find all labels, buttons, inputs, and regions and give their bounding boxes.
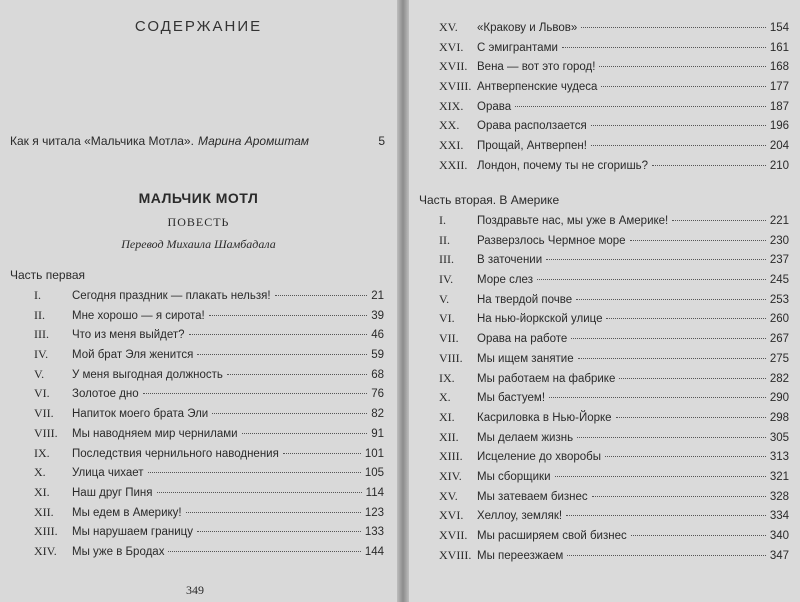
chapter-number: XIV. <box>439 468 462 483</box>
chapter-number: IV. <box>439 272 454 287</box>
toc-entry <box>34 406 384 426</box>
chapter-title: Напиток моего брата Эли <box>72 408 209 421</box>
chapter-page: 21 <box>371 290 384 302</box>
chapter-title: С эмигрантами <box>477 41 558 54</box>
intro-author: Марина Аромштам <box>197 134 310 148</box>
chapter-title: Сегодня праздник — плакать нельзя! <box>72 290 271 302</box>
toc-entry <box>439 40 789 60</box>
dot-leader <box>599 66 765 67</box>
chapter-title: Орава расползается <box>477 120 587 133</box>
chapter-title: Мы наводняем мир чернилами <box>72 427 238 440</box>
chapter-title: Мы расширяем свой бизнес <box>477 530 627 542</box>
toc-entry <box>34 367 384 387</box>
toc-entry <box>439 79 789 99</box>
toc-entry <box>439 252 789 272</box>
chapter-page: 154 <box>769 22 789 34</box>
chapter-title: Орава на работе <box>477 333 568 346</box>
toc-entry <box>439 371 789 391</box>
dot-leader <box>549 397 766 398</box>
chapter-page: 133 <box>364 526 384 539</box>
chapter-number: XVIII. <box>439 79 472 94</box>
dot-leader <box>577 437 766 438</box>
dot-leader <box>168 551 360 552</box>
chapter-page: 39 <box>371 309 384 322</box>
chapter-number: XIX. <box>439 98 464 113</box>
dot-leader <box>227 374 367 375</box>
toc-entry <box>439 548 789 568</box>
chapter-title: Лондон, почему ты не сгоришь? <box>477 159 649 172</box>
dot-leader <box>652 165 766 166</box>
dot-leader <box>283 453 361 454</box>
dot-leader <box>186 512 361 513</box>
chapter-page: 105 <box>364 467 384 480</box>
book-title: МАЛЬЧИК МОТЛ <box>138 190 259 206</box>
toc-entry <box>439 410 789 430</box>
chapter-number: XIII. <box>439 449 463 464</box>
chapter-title: Мы работаем на фабрике <box>477 372 616 385</box>
chapter-title: Хеллоу, земляк! <box>477 510 563 523</box>
toc-entry <box>439 331 789 351</box>
chapter-number: XVI. <box>439 508 464 523</box>
chapter-title: Исцеление до хворобы <box>477 451 602 464</box>
chapter-page: 144 <box>364 545 384 558</box>
toc-entry <box>439 233 789 253</box>
dot-leader <box>616 417 766 418</box>
chapter-page: 305 <box>769 431 789 444</box>
dot-leader <box>537 279 766 280</box>
toc-entry <box>34 544 384 564</box>
chapter-number: XIII. <box>34 524 58 539</box>
dot-leader <box>275 295 368 296</box>
toc-part-one <box>34 288 384 564</box>
toc-entry <box>439 99 789 119</box>
chapter-page: 196 <box>769 120 789 133</box>
toc-entry <box>439 390 789 410</box>
chapter-page: 313 <box>769 451 789 464</box>
chapter-title: Золотое дно <box>72 388 139 401</box>
chapter-page: 282 <box>769 372 789 385</box>
chapter-page: 101 <box>364 447 384 460</box>
dot-leader <box>197 531 361 532</box>
chapter-page: 161 <box>769 41 789 54</box>
dot-leader <box>591 145 766 146</box>
chapter-number: XI. <box>34 484 50 499</box>
toc-entry <box>34 505 384 525</box>
toc-entry <box>439 213 789 233</box>
toc-entry <box>439 272 789 292</box>
chapter-page: 237 <box>769 254 789 267</box>
chapter-title: Прощай, Антверпен! <box>477 140 587 153</box>
chapter-number: II. <box>34 307 45 322</box>
chapter-title: На нью-йоркской улице <box>477 313 603 326</box>
chapter-number: VI. <box>34 386 50 401</box>
chapter-number: VII. <box>34 406 54 421</box>
chapter-page: 114 <box>365 486 384 499</box>
dot-leader <box>566 515 766 516</box>
dot-leader <box>630 240 766 241</box>
dot-leader <box>562 47 766 48</box>
toc-entry <box>439 469 789 489</box>
toc-part-two <box>439 213 789 567</box>
chapter-number: IX. <box>439 370 455 385</box>
dot-leader <box>619 378 765 379</box>
chapter-number: XVIII. <box>439 547 472 562</box>
toc-entry <box>34 524 384 544</box>
chapter-title: Море слез <box>477 274 533 287</box>
dot-leader <box>601 86 765 87</box>
dot-leader <box>672 220 766 221</box>
chapter-title: Поздравьте нас, мы уже в Америке! <box>477 215 669 227</box>
toc-entry <box>439 20 789 40</box>
toc-entry <box>34 446 384 466</box>
chapter-title: Мы нарушаем границу <box>72 526 194 539</box>
chapter-title: Последствия чернильного наводнения <box>72 447 279 460</box>
dot-leader <box>555 476 766 477</box>
chapter-title: Улица чихает <box>72 467 144 480</box>
chapter-title: Мы бастуем! <box>477 392 546 405</box>
dot-leader <box>148 472 361 473</box>
chapter-title: Мы делаем жизнь <box>477 431 574 444</box>
dot-leader <box>591 125 766 126</box>
toc-entry <box>439 351 789 371</box>
dot-leader <box>546 259 766 260</box>
dot-leader <box>576 299 766 300</box>
chapter-number: III. <box>439 252 454 267</box>
toc-entry <box>34 426 384 446</box>
chapter-title: Орава <box>477 100 512 113</box>
toc-entry <box>439 449 789 469</box>
right-page <box>409 0 800 602</box>
chapter-number: V. <box>34 366 45 381</box>
toc-entry <box>439 311 789 331</box>
chapter-number: IV. <box>34 347 49 362</box>
chapter-title: Касриловка в Нью-Йорке <box>477 411 612 424</box>
toc-entry <box>439 430 789 450</box>
chapter-page: 267 <box>769 333 789 346</box>
chapter-number: XII. <box>34 504 54 519</box>
dot-leader <box>189 334 368 335</box>
toc-entry <box>439 528 789 548</box>
toc-entry <box>34 386 384 406</box>
chapter-number: I. <box>34 288 41 302</box>
toc-entry <box>34 485 384 505</box>
chapter-page: 204 <box>769 140 789 153</box>
dot-leader <box>571 338 766 339</box>
chapter-number: XVII. <box>439 59 468 74</box>
chapter-page: 68 <box>371 368 384 381</box>
toc-entry <box>439 118 789 138</box>
dot-leader <box>631 535 766 536</box>
part-two-label: Часть вторая. В Америке <box>419 193 560 207</box>
toc-entry <box>34 308 384 328</box>
translator-credit: Перевод Михаила Шамбадала <box>121 237 276 251</box>
left-page <box>0 0 397 602</box>
chapter-page: 298 <box>769 411 789 424</box>
chapter-page: 76 <box>371 388 384 401</box>
chapter-title: Антверпенские чудеса <box>477 81 598 94</box>
toc-part-one-continued <box>439 20 789 178</box>
toc-entry <box>439 489 789 509</box>
chapter-page: 210 <box>769 159 789 172</box>
chapter-number: XVII. <box>439 528 468 542</box>
chapter-title: У меня выгодная должность <box>72 368 223 381</box>
chapter-page: 290 <box>769 392 789 405</box>
chapter-number: XV. <box>439 20 458 34</box>
toc-entry <box>439 59 789 79</box>
chapter-page: 59 <box>371 349 384 362</box>
chapter-number: X. <box>34 465 46 480</box>
contents-heading: СОДЕРЖАНИЕ <box>134 18 263 35</box>
toc-entry <box>34 288 384 308</box>
dot-leader <box>197 354 367 355</box>
chapter-title: Мы переезжаем <box>477 549 564 562</box>
chapter-page: 253 <box>769 293 789 306</box>
chapter-page: 260 <box>769 313 789 326</box>
chapter-number: II. <box>439 232 450 247</box>
chapter-number: VIII. <box>34 425 58 440</box>
dot-leader <box>581 27 766 28</box>
chapter-page: 177 <box>769 81 789 94</box>
chapter-page: 82 <box>371 408 384 421</box>
chapter-page: 340 <box>769 530 789 542</box>
book-gutter <box>397 0 409 602</box>
chapter-page: 275 <box>769 352 789 365</box>
chapter-title: Мы едем в Америку! <box>72 506 182 519</box>
toc-entry <box>439 138 789 158</box>
intro-entry <box>10 134 385 148</box>
toc-entry <box>34 347 384 367</box>
dot-leader <box>592 496 766 497</box>
chapter-page: 91 <box>371 427 384 440</box>
intro-page: 5 <box>378 134 385 148</box>
chapter-page: 321 <box>769 470 789 483</box>
chapter-title: Наш друг Пиня <box>72 486 153 499</box>
chapter-number: VI. <box>439 311 455 326</box>
chapter-number: VIII. <box>439 350 463 365</box>
chapter-title: Мы ищем занятие <box>477 352 574 365</box>
chapter-title: Мой брат Эля женится <box>72 349 194 362</box>
dot-leader <box>143 393 368 394</box>
chapter-number: VII. <box>439 331 459 346</box>
page-number: 349 <box>186 583 204 597</box>
chapter-page: 230 <box>769 234 789 247</box>
chapter-title: Мы уже в Бродах <box>72 545 165 558</box>
chapter-page: 328 <box>769 490 789 503</box>
dot-leader <box>212 413 367 414</box>
chapter-number: XI. <box>439 409 455 424</box>
intro-title: Как я читала «Мальчика Мотла». <box>10 134 194 148</box>
dot-leader <box>515 106 766 107</box>
dot-leader <box>242 433 368 434</box>
chapter-title: В заточении <box>477 254 543 267</box>
chapter-page: 245 <box>769 274 789 287</box>
chapter-page: 334 <box>769 510 789 523</box>
chapter-title: Вена — вот это город! <box>477 61 596 74</box>
chapter-page: 46 <box>371 329 384 342</box>
chapter-number: III. <box>34 327 49 342</box>
chapter-number: XXI. <box>439 138 464 153</box>
chapter-page: 168 <box>769 61 789 74</box>
chapter-number: V. <box>439 291 450 306</box>
toc-entry <box>34 465 384 485</box>
toc-entry <box>439 158 789 178</box>
chapter-title: Разверзлось Чермное море <box>477 234 626 247</box>
chapter-number: XII. <box>439 429 459 444</box>
chapter-number: XVI. <box>439 39 464 54</box>
chapter-title: Мы сборщики <box>477 470 551 483</box>
dot-leader <box>209 315 367 316</box>
dot-leader <box>567 555 766 556</box>
dot-leader <box>578 358 766 359</box>
chapter-page: 347 <box>769 549 789 562</box>
dot-leader <box>606 318 765 319</box>
chapter-page: 187 <box>769 100 789 113</box>
chapter-title: На твердой почве <box>477 293 573 306</box>
chapter-title: Что из меня выйдет? <box>72 329 185 342</box>
chapter-number: IX. <box>34 445 50 460</box>
chapter-title: «Кракову и Львов» <box>477 22 578 34</box>
chapter-number: XV. <box>439 488 458 503</box>
dot-leader <box>605 456 766 457</box>
chapter-number: XX. <box>439 118 460 133</box>
chapter-number: X. <box>439 390 451 405</box>
chapter-number: I. <box>439 213 446 227</box>
toc-entry <box>439 508 789 528</box>
chapter-title: Мне хорошо — я сирота! <box>72 309 205 322</box>
book-genre: ПОВЕСТЬ <box>167 215 230 229</box>
toc-entry <box>439 292 789 312</box>
chapter-title: Мы затеваем бизнес <box>477 490 588 503</box>
dot-leader <box>157 492 362 493</box>
chapter-number: XIV. <box>34 543 57 558</box>
toc-entry <box>34 327 384 347</box>
chapter-page: 123 <box>364 506 384 519</box>
chapter-page: 221 <box>769 215 789 227</box>
chapter-number: XXII. <box>439 157 468 172</box>
part-one-label: Часть первая <box>10 268 86 282</box>
